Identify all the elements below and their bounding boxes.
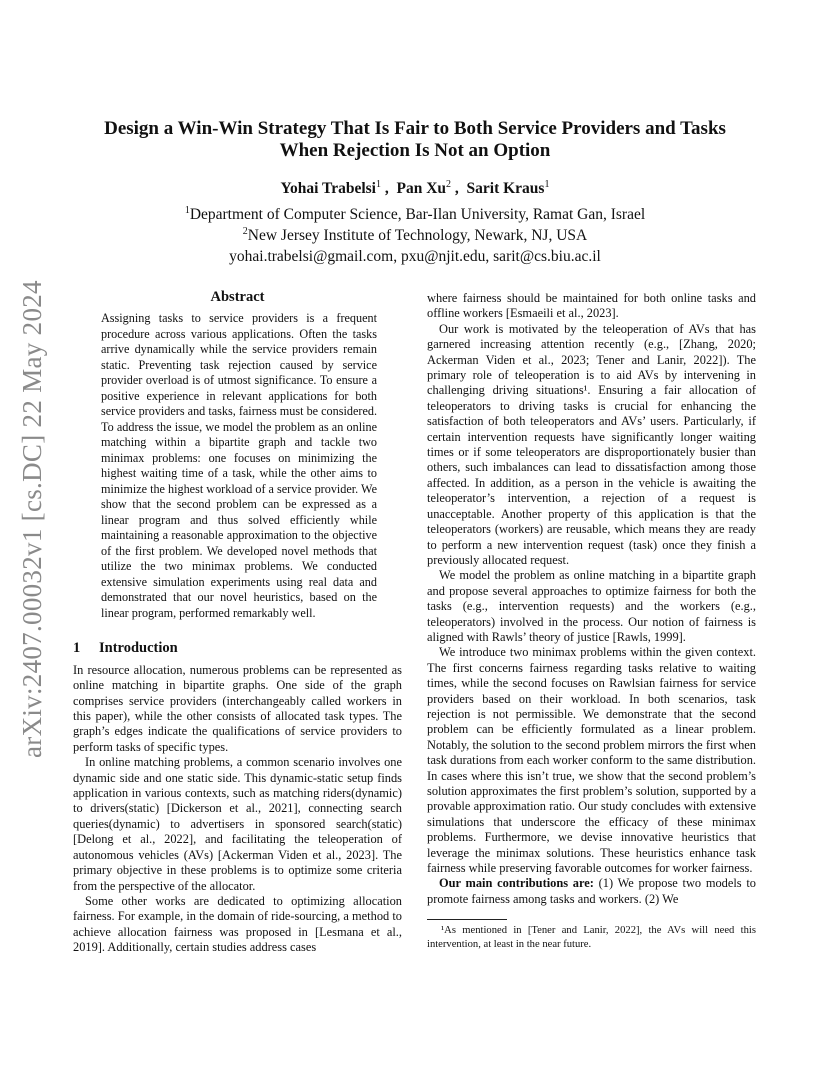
affiliation-text: Department of Computer Science, Bar-Ilan University, Ramat Gan, Israel	[189, 206, 646, 223]
section-number: 1	[73, 640, 81, 657]
section-title: Introduction	[99, 640, 178, 657]
intro-paragraph-2: In online matching problems, a common scenario involves one dynamic side and one static side. This dynamic-static setup finds application in various contexts, such as matching riders(dynamic) to drivers(static) [Dickerson et al., 2021], connecting search queries(dynamic) to advertisers in sponsored search(static) [Delong et al., 2022], and facilitating the teleoperation of autonomous vehicles (AVs) [Ackerman Viden et al., 2023]. The primary objective in these problems is to optimize some criteria from the perspective of the allocator.	[73, 755, 402, 893]
affiliation-line	[60, 204, 770, 225]
author-name: Pan Xu	[396, 180, 447, 197]
contributions-text: (1) We propose two models to promote fairness among tasks and workers. (2) We	[427, 876, 756, 906]
intro-paragraph-1: In resource allocation, numerous problems can be represented as online matching in bipartite graphs. One side of the graph comprises service providers (interchangeably called workers in this paper), while the other consists of allocated task types. The graph’s edges indicate the qualifications of service providers to perform tasks of specific types.	[73, 662, 402, 754]
affiliation-mark: 1	[184, 204, 190, 216]
intro-paragraph-3: Some other works are dedicated to optimizing allocation fairness. For example, in the domain of ride-sourcing, a method to achieve allocation fairness was proposed in [Lesmana et al., 2019]. Additionally, certain studies address cases	[73, 893, 402, 955]
affiliation-mark: 1	[376, 178, 381, 190]
abstract-text: Assigning tasks to service providers is a frequent procedure across various applications. Often the tasks arrive dynamically while the service providers remain static. Preventing task rejection caused by service provider overload is of utmost significance. To ensure a positive experience in relevant applications for both service providers and tasks, fairness must be considered. To address the issue, we model the problem as an online matching within a bipartite graph and tackle two minimax problems: one focuses on minimizing the highest waiting time of a task, while the other aims to minimize the highest workload of a service provider. We show that the second problem can be expressed as a linear program and thus solved efficiently while maintaining a reasonable approximation to the objective of the first problem. We developed novel methods that utilize the two minimax problems. We conducted extensive simulation experiments using real data and demonstrated that our novel heuristics, based on the linear program, performed remarkably well.	[101, 311, 377, 620]
contributions-lead: Our main contributions are:	[439, 876, 594, 891]
contributions-paragraph	[427, 876, 756, 907]
left-column	[73, 290, 402, 956]
footnote-rule	[427, 919, 507, 920]
section-heading	[73, 641, 402, 656]
right-paragraph-1: Our work is motivated by the teleoperation of AVs that has garnered increasing attention recently (e.g., [Zhang, 2020; Ackerman Viden et al., 2023; Tener and Lanir, 2022]). The primary role of teleoperation is to aid AVs by intervening in challenging driving situations¹. Ensuring a fair allocation of teleoperators to driving tasks is crucial for enhancing the satisfaction of both teleoperators and AVs’ users. Particularly, if certain intervention requests have significantly longer waiting times or if some teleoperators are disproportionately busier than others, such imbalances can lead to dissatisfaction among those affected. In addition, as a person in the vehicle is awaiting the teleoperator’s intervention, a rejection of a request is unacceptable. Another property of this application is that the teleoperators (workers) are reusable, which means they are ready to perform a new intervention request (task) once they finish a previously allocated request.	[427, 321, 756, 567]
right-paragraph-2: We model the problem as online matching in a bipartite graph and propose several approaches to optimize fairness for both the tasks (e.g., intervention requests) and the workers (e.g., teleoperators) involved in the process. Our notion of fairness is aligned with Rawls’ theory of justice [Rawls, 1999].	[427, 568, 756, 644]
affiliation-line	[60, 225, 770, 246]
right-column	[427, 291, 756, 951]
affiliation-mark: 2	[242, 225, 248, 237]
author-name: Yohai Trabelsi	[280, 180, 376, 197]
affiliation-mark: 1	[544, 178, 550, 190]
right-paragraph-3: We introduce two minimax problems within the given context. The first concerns fairness regarding tasks relative to waiting times, while the second focuses on Rawlsian fairness for service providers based on their workload. In both scenarios, task rejection is not permissible. We demonstrate that the second problem can be efficiently formulated as a linear problem. Notably, the solution to the second problem mirrors the first when task durations from each worker conform to the same distribution. In cases where this isn’t true, we show that the second problem’s solution approximates the first problem’s solution, supported by a provable approximation ratio. Our study concludes with extensive simulations that underscore the efficacy of these minimax problems. Furthermore, we devise innovative heuristics that leverage the minimax solutions. These heuristics enhance task fairness while preserving favorable outcomes for worker fairness.	[427, 645, 756, 876]
footnote: ¹As mentioned in [Tener and Lanir, 2022], the AVs will need this intervention, at least in the near future.	[427, 925, 756, 950]
arxiv-identifier: arXiv:2407.00032v1 [cs.DC] 22 May 2024	[17, 280, 47, 758]
title-line-2: When Rejection Is Not an Option	[279, 140, 551, 161]
author-emails: yohai.trabelsi@gmail.com, pxu@njit.edu, sarit@cs.biu.ac.il	[229, 248, 601, 265]
right-paragraph-0: where fairness should be maintained for both online tasks and offline workers [Esmaeili et al., 2023].	[427, 291, 756, 321]
author-name: Sarit Kraus	[466, 180, 545, 197]
title-line-1: Design a Win-Win Strategy That Is Fair to Both Service Providers and Tasks	[104, 118, 726, 139]
affiliation-mark: 2	[446, 178, 452, 190]
paper-title	[60, 118, 770, 162]
abstract-heading: Abstract	[210, 289, 265, 305]
affiliation-text: New Jersey Institute of Technology, Newark, NJ, USA	[247, 227, 588, 244]
affiliations	[60, 204, 770, 267]
author-list: Yohai Trabelsi$^1$ , Pan Xu$^2$ , Sarit Kraus$^1$	[280, 178, 550, 197]
